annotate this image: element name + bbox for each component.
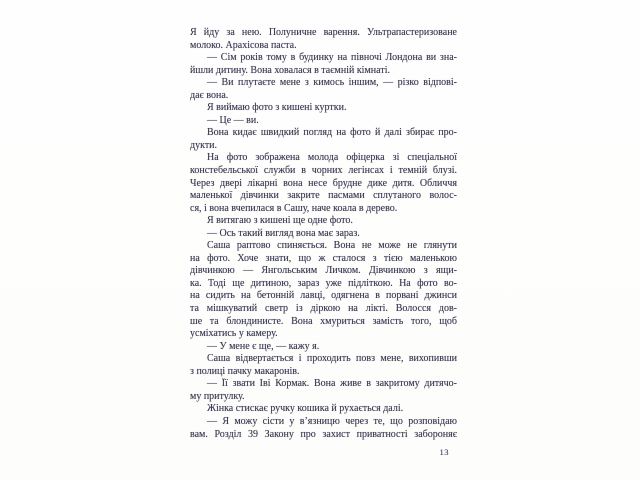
text-line: констебельської служби в чорних легінсах і темній блузі. (190, 165, 457, 177)
text-line: дає вона. (190, 89, 229, 101)
text-line: вам. Розділ 39 Закону про захист приватності забороняє (190, 428, 457, 440)
text-line: Я виймаю фото з кишені куртки. (207, 102, 347, 114)
text-line: Саша відвертається і проходить повз мене, вихопивши (207, 353, 457, 365)
page-number: 13 (439, 447, 449, 457)
text-line: Жінка стискає ручку кошика й рухається далі. (207, 403, 404, 415)
text-line: — У мене є ще, — кажу я. (207, 340, 320, 352)
text-line: Через двері лікарні вона несе брудне дике дитя. Обличчя (190, 177, 457, 189)
text-line: з полиці пачку макаронів. (190, 365, 300, 377)
text-line: дукти. (190, 139, 218, 151)
text-line: маленької дівчинки закрите пасмами сплутаного волос- (190, 190, 457, 202)
text-line: йшли дитину. Вона ховалася в таємній кімнаті. (190, 64, 390, 76)
text-line: му притулку. (190, 390, 245, 402)
text-line: — Це — ви. (207, 114, 259, 126)
text-line: Я витягаю з кишені ще одне фото. (207, 215, 353, 227)
text-line: на фото. Хоче знати, що ж сталося з тією маленькою (190, 252, 457, 264)
text-line: — Її звати Іві Кормак. Вона живе в закритому дитячо- (207, 378, 457, 390)
text-line: На фото зображена молода офіцерка зі спеціальної (207, 152, 457, 164)
text-line: Вона кидає швидкий погляд на фото й далі збирає про- (207, 127, 457, 139)
text-line: ше та блондинисте. Вона хмуриться замість того, щоб (190, 315, 457, 327)
text-line: — Ви плутаєте мене з кимось іншим, — різко відпові- (207, 77, 457, 89)
text-line: дівчинкою — Янгольським Личком. Дівчинкою з ящи- (190, 265, 457, 277)
text-line: молоко. Арахісова паста. (190, 39, 297, 51)
text-line: — Ось такий вигляд вона має зараз. (207, 227, 360, 239)
text-line: на сидить на бетонній лавці, одягнена в порвані джинси (190, 290, 457, 302)
text-line: Я йду за нею. Полуничне варення. Ультрапастеризоване (190, 27, 457, 38)
text-line: Саша раптово спиняється. Вона не може не глянути (207, 240, 457, 252)
text-line: усміхатись у камеру. (190, 328, 278, 340)
text-line: ся, і вона вчепилася в Сашу, наче коала в дерево. (190, 202, 398, 214)
text-line: — Я можу сісти у в’язницю через те, що розповідаю (207, 415, 457, 427)
text-block (190, 27, 457, 441)
text-line: та мішкуватий светр із діркою на лікті. Волосся дов- (190, 303, 457, 315)
text-line: ка. Тоді ще дитиною, зараз уже підліткою. На фото во- (190, 277, 457, 289)
text-line: — Сім років тому в будинку на півночі Лондона ви зна- (207, 52, 457, 64)
